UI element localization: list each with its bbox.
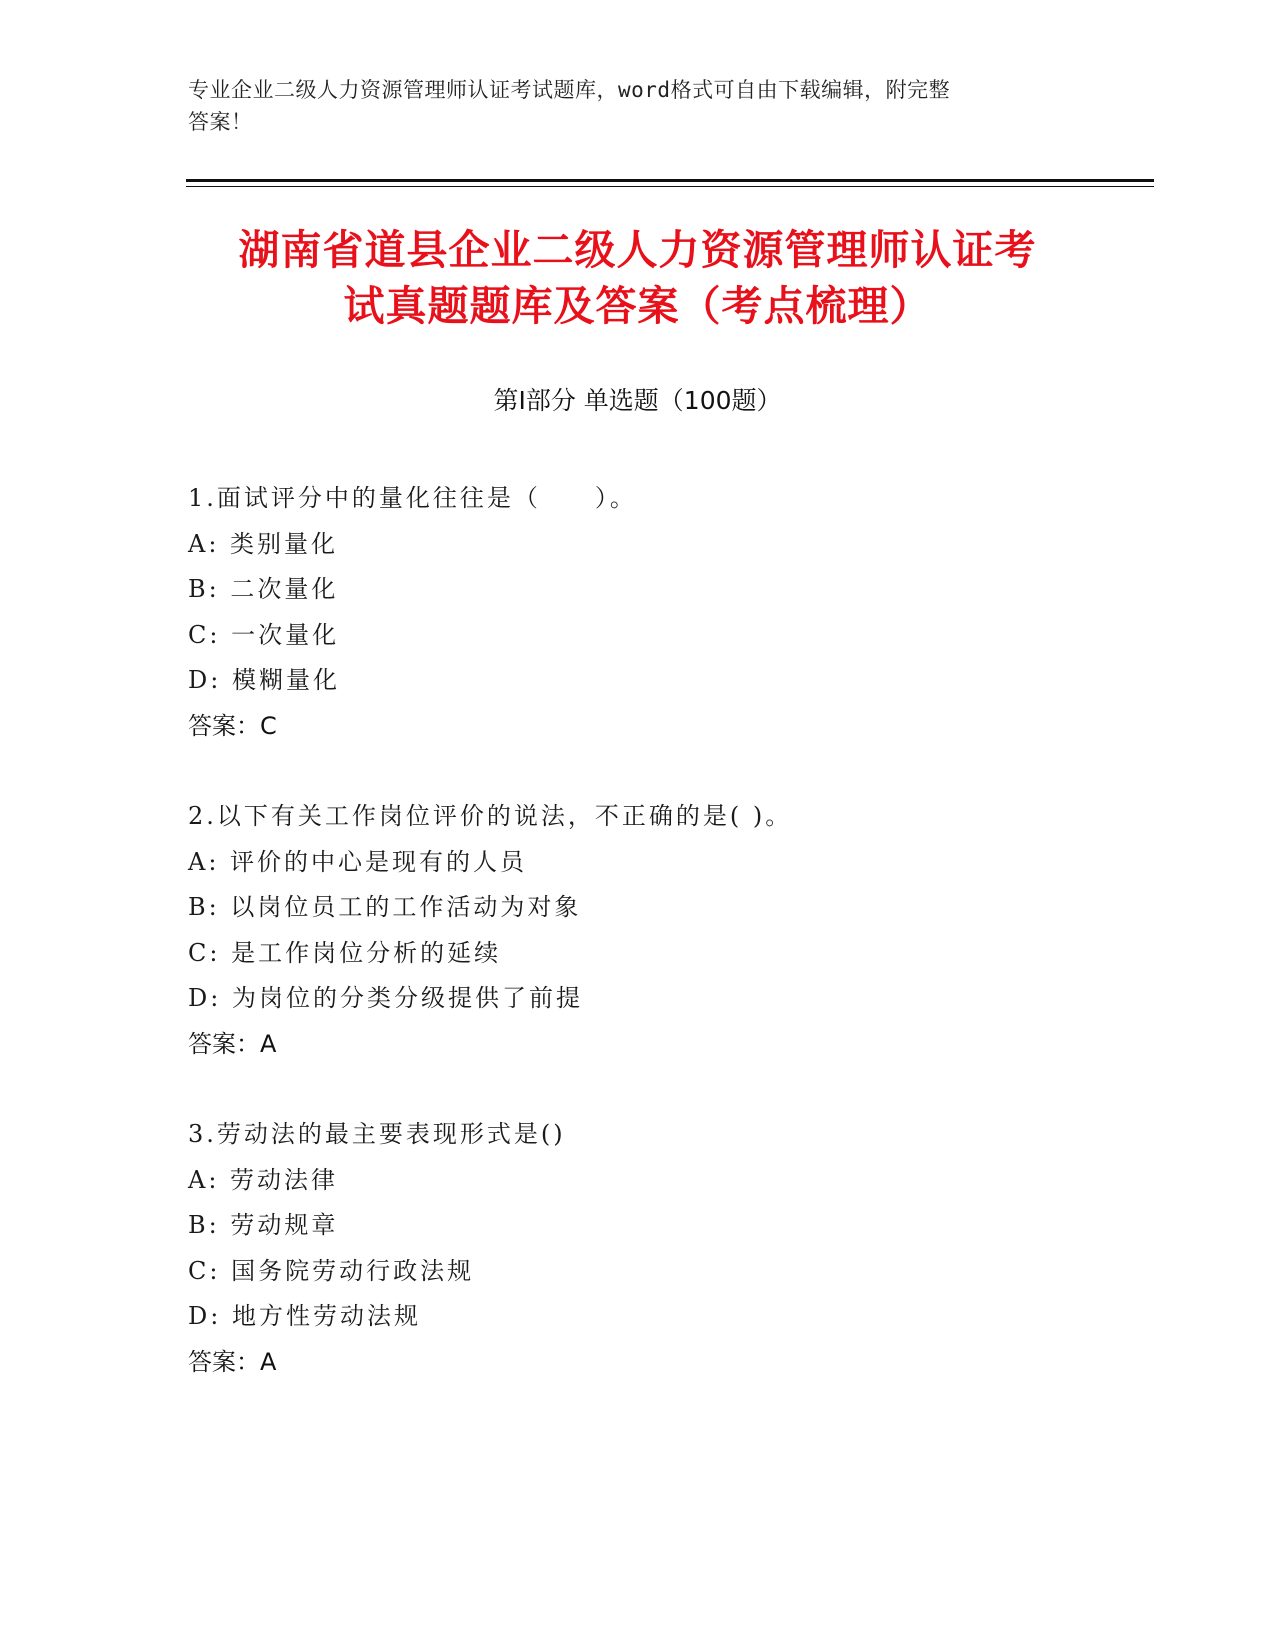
- answer: 答案：C: [188, 711, 277, 740]
- option-a: A: 评价的中心是现有的人员: [188, 847, 528, 876]
- option-d: D: 地方性劳动法规: [188, 1302, 421, 1330]
- header-note: [188, 74, 1088, 138]
- document-title-line-2: 试真题题库及答案（考点梳理）: [343, 282, 932, 330]
- header-note-line-1: 专业企业二级人力资源管理师认证考试题库，word格式可自由下载编辑，附完整: [188, 78, 951, 102]
- question-3: [188, 1112, 1148, 1385]
- option-d: D: 模糊量化: [188, 666, 340, 694]
- option-c: C: 国务院劳动行政法规: [188, 1256, 475, 1285]
- option-a: A: 劳动法律: [188, 1165, 339, 1194]
- question-stem: 3.劳动法的最主要表现形式是(): [188, 1120, 566, 1148]
- option-c: C: 一次量化: [188, 620, 340, 649]
- document-title-line-1: 湖南省道县企业二级人力资源管理师认证考: [238, 226, 1037, 274]
- option-b: B: 以岗位员工的工作活动为对象: [188, 893, 582, 921]
- answer: 答案：A: [188, 1029, 277, 1058]
- document-title: [150, 222, 1125, 334]
- option-d: D: 为岗位的分类分级提供了前提: [188, 984, 583, 1012]
- option-b: B: 劳动规章: [188, 1211, 339, 1239]
- answer: 答案：A: [188, 1347, 277, 1376]
- header-divider-thin: [186, 186, 1154, 187]
- question-list: [188, 476, 1148, 1430]
- question-2: [188, 794, 1148, 1067]
- option-a: A: 类别量化: [188, 529, 339, 558]
- question-stem: 2.以下有关工作岗位评价的说法，不正确的是( )。: [188, 802, 793, 830]
- option-b: B: 二次量化: [188, 575, 339, 603]
- header-divider-thick: [186, 179, 1154, 182]
- section-title: 第Ⅰ部分 单选题（100题）: [493, 386, 782, 415]
- question-stem: 1.面试评分中的量化往往是（ ）。: [188, 484, 637, 512]
- question-1: [188, 476, 1148, 749]
- option-c: C: 是工作岗位分析的延续: [188, 938, 502, 967]
- header-note-line-2: 答案！: [188, 110, 253, 134]
